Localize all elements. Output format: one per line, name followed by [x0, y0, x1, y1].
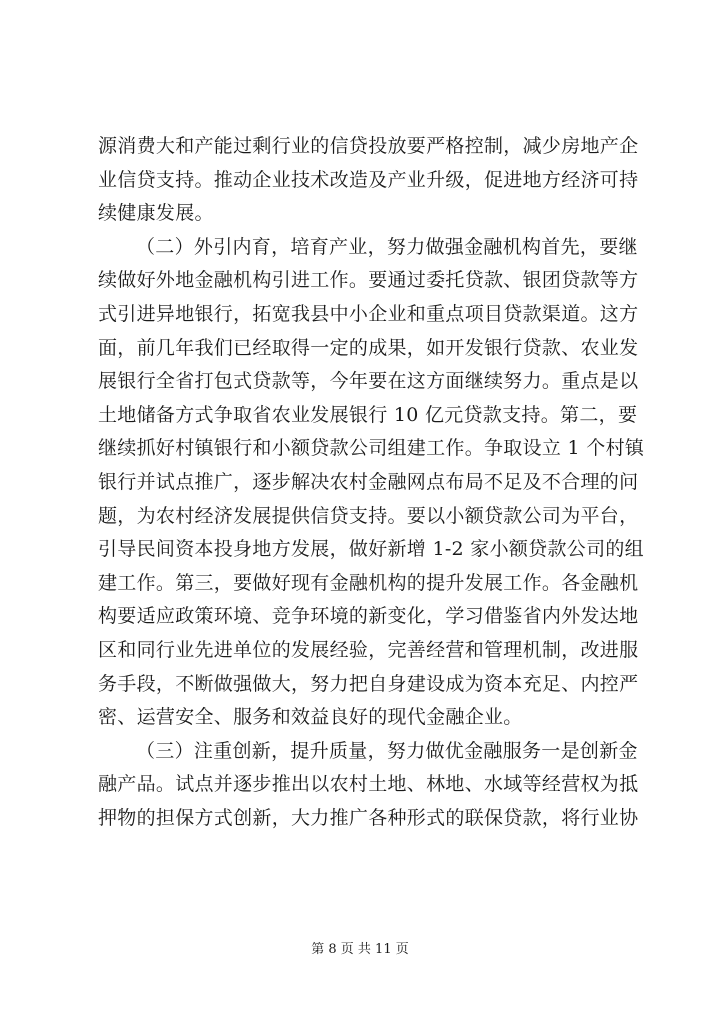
- page-number-footer: 第 8 页 共 11 页: [311, 942, 409, 957]
- text-line: 展银行全省打包式贷款等，今年要在这方面继续努力。重点是以: [98, 370, 639, 393]
- text-line: 继续抓好村镇银行和小额贷款公司组建工作。争取设立 1 个村镇: [98, 437, 645, 460]
- text-line: 密、运营安全、服务和效益良好的现代金融企业。: [98, 706, 523, 729]
- text-line: 土地储备方式争取省农业发展银行 10 亿元贷款支持。第二，要: [98, 403, 638, 426]
- text-line: 构要适应政策环境、竞争环境的新变化，学习借鉴省内外发达地: [98, 605, 639, 628]
- text-line: 银行并试点推广，逐步解决农村金融网点布局不足及不合理的问: [98, 470, 639, 493]
- text-line: 押物的担保方式创新，大力推广各种形式的联保贷款，将行业协: [98, 806, 639, 829]
- text-line: 业信贷支持。推动企业技术改造及产业升级，促进地方经济可持: [98, 168, 639, 191]
- text-line: 引导民间资本投身地方发展，做好新增 1-2 家小额贷款公司的组: [98, 538, 644, 561]
- text-line: 续健康发展。: [98, 202, 214, 225]
- text-line: 融产品。试点并逐步推出以农村土地、林地、水域等经营权为抵: [98, 773, 639, 796]
- text-line: 式引进异地银行，拓宽我县中小企业和重点项目贷款渠道。这方: [98, 302, 639, 325]
- text-line: 面，前几年我们已经取得一定的成果，如开发银行贷款、农业发: [98, 336, 639, 359]
- text-line: 续做好外地金融机构引进工作。要通过委托贷款、银团贷款等方: [98, 269, 639, 292]
- document-body: [98, 130, 645, 835]
- text-line: 建工作。第三，要做好现有金融机构的提升发展工作。各金融机: [98, 571, 639, 594]
- text-line: （二）外引内育，培育产业，努力做强金融机构首先，要继: [136, 235, 638, 258]
- text-line: 务手段，不断做强做大，努力把自身建设成为资本充足、内控严: [98, 672, 639, 695]
- text-line: 区和同行业先进单位的发展经验，完善经营和管理机制，改进服: [98, 638, 639, 661]
- text-line: 题，为农村经济发展提供信贷支持。要以小额贷款公司为平台，: [98, 504, 639, 527]
- text-line: （三）注重创新，提升质量，努力做优金融服务一是创新金: [136, 739, 638, 762]
- text-line: 源消费大和产能过剩行业的信贷投放要严格控制，减少房地产企: [98, 135, 639, 157]
